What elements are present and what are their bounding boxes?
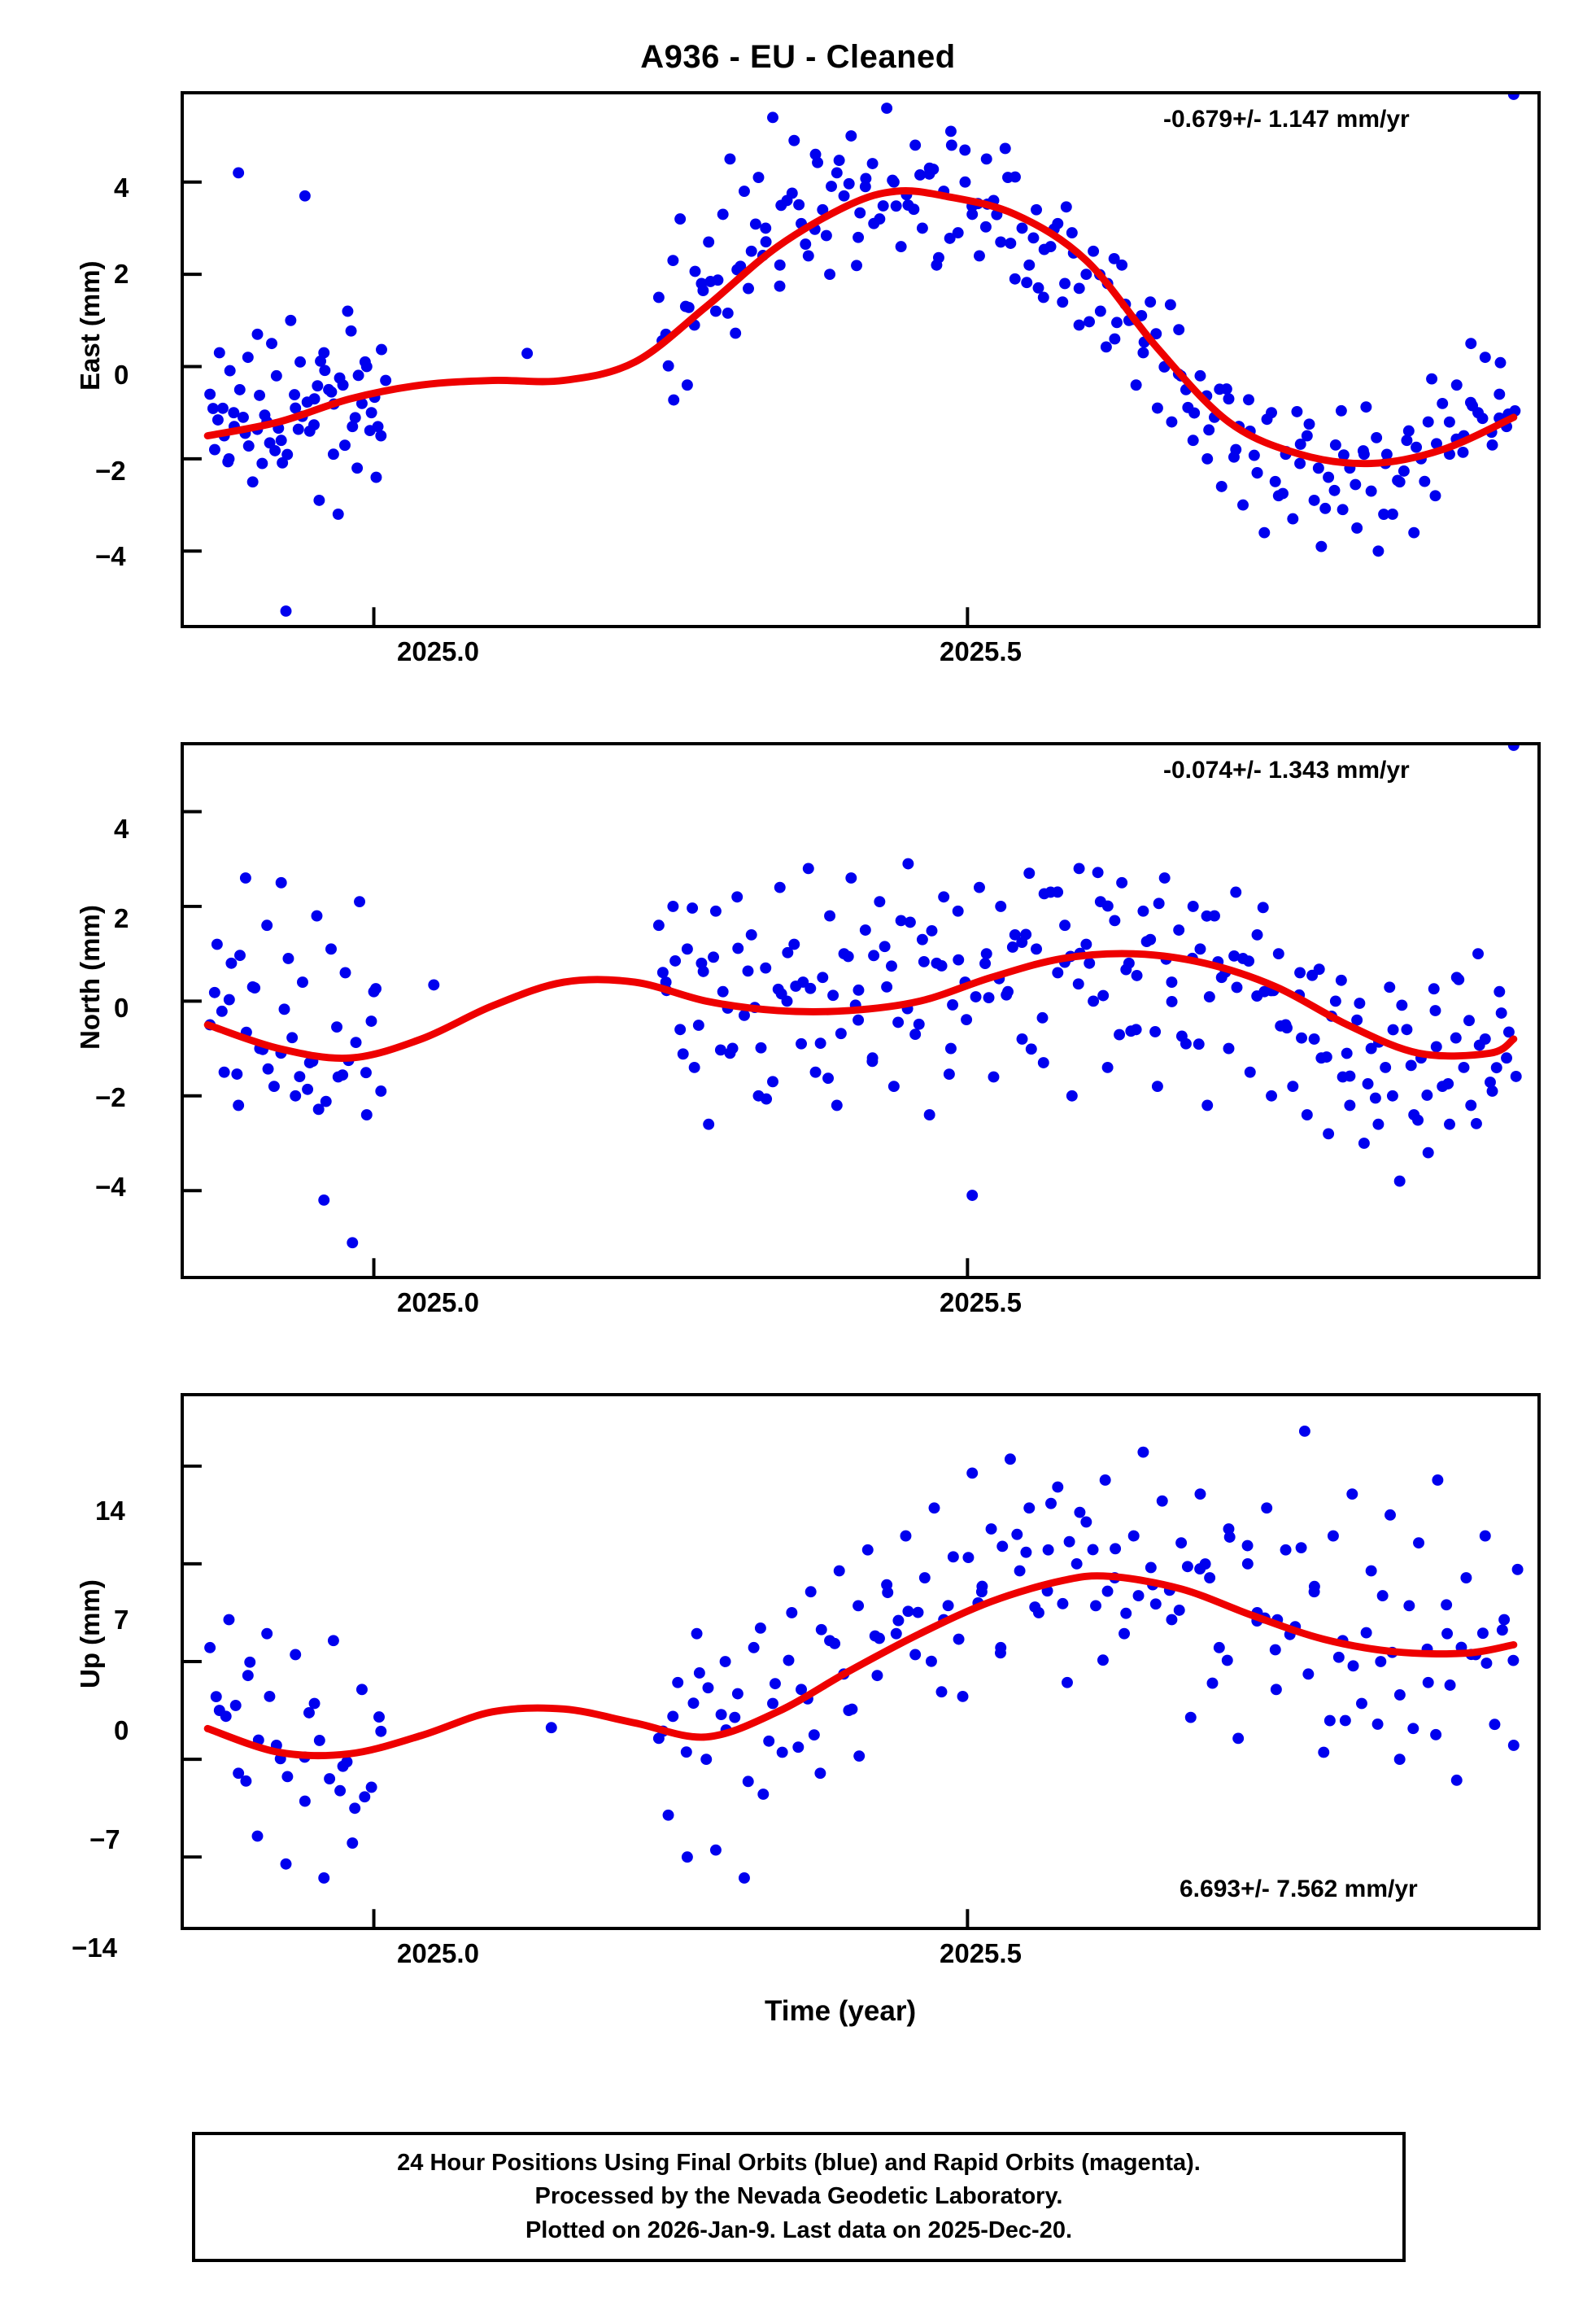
x-tick-east-1: 2025.0 bbox=[397, 636, 479, 666]
x-tick-up-2: 2025.5 bbox=[940, 1938, 1022, 1968]
y-tick-east-m4: −4 bbox=[95, 541, 126, 571]
x-axis-label: Time (year) bbox=[765, 1995, 917, 2027]
x-tick-east-2: 2025.5 bbox=[940, 636, 1022, 666]
y-tick-north-0: 0 bbox=[114, 993, 129, 1023]
y-tick-east-0: 0 bbox=[114, 360, 129, 390]
y-axis-label-north: North (mm) bbox=[75, 905, 105, 1050]
rate-annotation-east: -0.679+/- 1.147 mm/yr bbox=[1163, 106, 1410, 133]
y-tick-up-m14: −14 bbox=[72, 1933, 117, 1963]
chart-panel-north bbox=[181, 742, 1541, 1279]
y-tick-north-m2: −2 bbox=[95, 1082, 126, 1112]
y-axis-label-up: Up (mm) bbox=[75, 1579, 105, 1688]
footer-line-1: 24 Hour Positions Using Final Orbits (blue) and Rapid Orbits (magenta). bbox=[397, 2150, 1201, 2177]
y-tick-north-m4: −4 bbox=[95, 1172, 126, 1202]
y-tick-east-2: 2 bbox=[114, 259, 129, 289]
data-points bbox=[204, 94, 1520, 617]
y-axis-label-east: East (mm) bbox=[75, 260, 105, 391]
y-tick-east-m2: −2 bbox=[95, 456, 126, 486]
footer-line-2: Processed by the Nevada Geodetic Laboratory. bbox=[534, 2183, 1063, 2210]
y-tick-up-7: 7 bbox=[114, 1605, 129, 1635]
data-points bbox=[204, 745, 1522, 1248]
data-points bbox=[204, 1426, 1523, 1884]
rate-annotation-up: 6.693+/- 7.562 mm/yr bbox=[1180, 1876, 1418, 1902]
y-tick-up-m7: −7 bbox=[89, 1824, 120, 1854]
chart-panel-east bbox=[181, 91, 1541, 628]
page-title: A936 - EU - Cleaned bbox=[640, 39, 956, 75]
y-tick-east-4: 4 bbox=[114, 173, 129, 203]
footer-line-3: Plotted on 2026-Jan-9. Last data on 2025-Dec-20. bbox=[525, 2216, 1073, 2243]
x-tick-up-1: 2025.0 bbox=[397, 1938, 479, 1968]
y-tick-up-14: 14 bbox=[95, 1496, 125, 1526]
x-tick-north-2: 2025.5 bbox=[940, 1287, 1022, 1317]
fit-curve bbox=[207, 190, 1514, 463]
y-tick-north-4: 4 bbox=[114, 814, 129, 844]
footer-caption-box bbox=[192, 2132, 1406, 2262]
rate-annotation-north: -0.074+/- 1.343 mm/yr bbox=[1163, 757, 1410, 784]
x-tick-north-1: 2025.0 bbox=[397, 1287, 479, 1317]
y-tick-north-2: 2 bbox=[114, 903, 129, 933]
chart-panel-up bbox=[181, 1393, 1541, 1930]
y-tick-up-0: 0 bbox=[114, 1715, 129, 1745]
